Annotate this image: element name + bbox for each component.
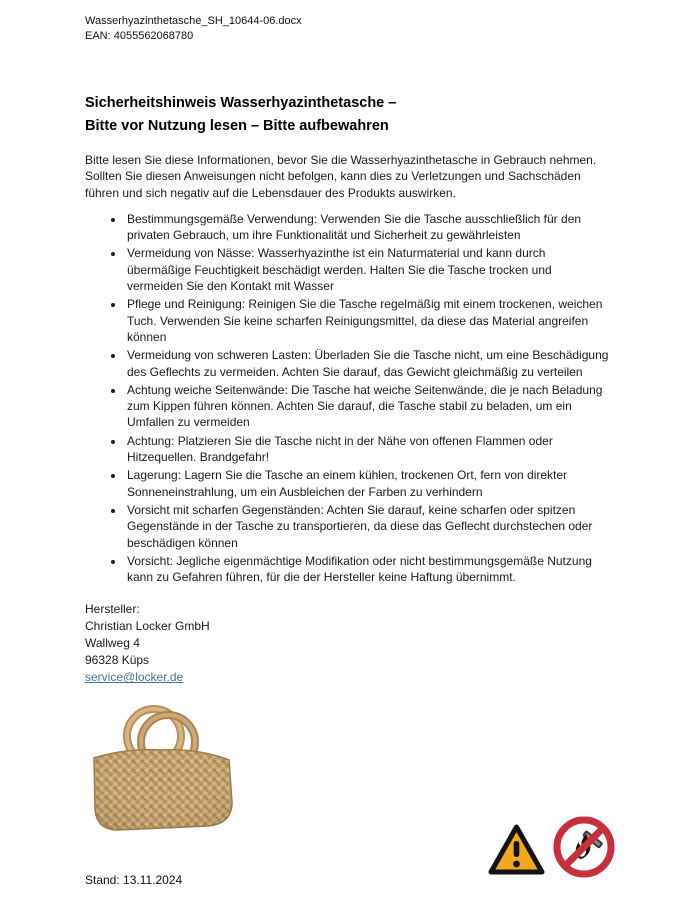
manufacturer-email-link[interactable]: service@locker.de [85,670,184,685]
manufacturer-label: Hersteller: [85,602,140,617]
list-item: • Vorsicht: Jegliche eigenmächtige Modifikation oder nicht bestimmungsgemäße Nutzung kann zu Gefahren führen, für die der Hersteller keine Haftung übernimmt. [125,553,610,586]
list-item: • Vorsicht mit scharfen Gegenständen: Achten Sie darauf, keine scharfen oder spitzen Gegenstände in der Tasche zu transportieren, da diese das Geflecht durchstechen oder beschädigen können [125,502,610,551]
document-header [85,14,610,44]
revision-date: Stand: 13.11.2024 [85,873,183,887]
list-item: • Achtung weiche Seitenwände: Die Tasche hat weiche Seitenwände, die je nach Beladung zum Kippen führen können. Achten Sie darauf, die Tasche stabil zu beladen, um ein Umfallen zu vermeiden [125,382,610,431]
document-content [85,14,610,686]
list-item: • Vermeidung von schweren Lasten: Überladen Sie die Tasche nicht, um eine Beschädigung des Geflechts zu vermeiden. Achten Sie darauf, das Gewicht gleichmäßig zu verteilen [125,347,610,380]
list-item: • Lagerung: Lagern Sie die Tasche an einem kühlen, trockenen Ort, fern von direkter Sonneneinstrahlung, um ein Ausbleichen der Farben zu verhindern [125,467,610,500]
safety-bullet-list [85,211,610,586]
title-line-2: Bitte vor Nutzung lesen – Bitte aufbewahren [85,118,389,134]
document-filename: Wasserhyazinthetasche_SH_10644-06.docx [85,15,302,27]
document-title [85,92,610,138]
intro-paragraph: Bitte lesen Sie diese Informationen, bevor Sie die Wasserhyazinthetasche in Gebrauch nehmen. Sollten Sie diesen Anweisungen nicht befolgen, kann dies zu Verletzungen und Sachschäden führen und sich negativ auf die Lebensdauer des Produkts auswirken. [85,153,597,200]
safety-pictograms [487,816,615,878]
list-item: • Vermeidung von Nässe: Wasserhyazinthe ist ein Naturmaterial und kann durch übermäßige Feuchtigkeit beschädigt werden. Halten Sie die Tasche trocken und vermeiden Sie den Kontakt mit Wasser [125,245,610,294]
document-ean: EAN: 4055562068780 [85,30,194,42]
list-item: • Pflege und Reinigung: Reinigen Sie die Tasche regelmäßig mit einem trockenen, weichen Tuch. Verwenden Sie keine scharfen Reinigungsmittel, da diese das Material angreifen können [125,296,610,345]
manufacturer-city: 96328 Küps [85,653,150,668]
manufacturer-street: Wallweg 4 [85,636,140,651]
list-item: • Bestimmungsgemäße Verwendung: Verwenden Sie die Tasche ausschließlich für den privaten Gebrauch, um ihre Funktionalität und Sicherheit zu gewährleisten [125,211,610,244]
bag-illustration [86,696,238,840]
title-line-1: Sicherheitshinweis Wasserhyazinthetasche – [85,95,397,111]
list-item: • Achtung: Platzieren Sie die Tasche nicht in der Nähe von offenen Flammen oder Hitzequellen. Brandgefahr! [125,433,610,466]
manufacturer-name: Christian Locker GmbH [85,619,210,634]
water-hyacinth-bag-photo [86,696,238,840]
manufacturer-block [85,601,610,686]
warning-triangle-icon [487,822,546,878]
no-open-flames-icon [553,816,615,878]
